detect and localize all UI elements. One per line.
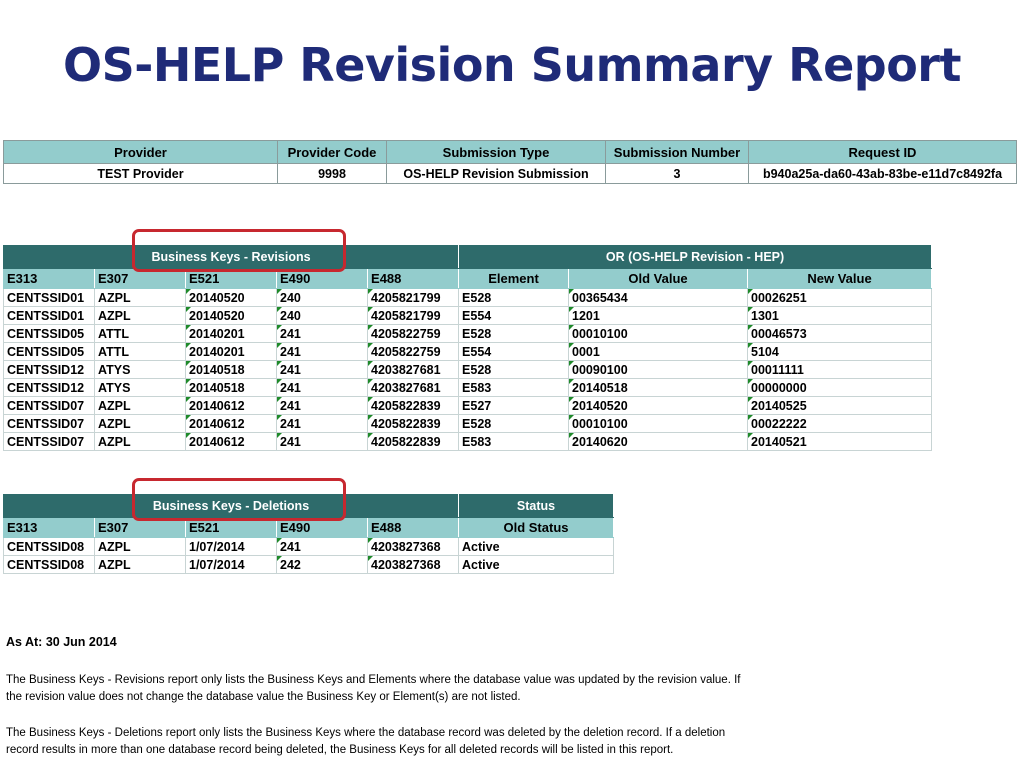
table-cell: CENTSSID07 [4, 415, 95, 433]
table-row [4, 307, 932, 325]
table-row [4, 433, 932, 451]
column-header: E307 [95, 269, 186, 289]
table-cell: AZPL [95, 397, 186, 415]
as-at-date: As At: 30 Jun 2014 [6, 635, 117, 649]
table-cell: CENTSSID01 [4, 289, 95, 307]
column-header: Element [459, 269, 569, 289]
table-cell: E554 [459, 307, 569, 325]
table-cell: 240 [277, 289, 368, 307]
table-cell: E528 [459, 361, 569, 379]
table-cell: 241 [277, 325, 368, 343]
revisions-band-label: Business Keys - Revisions [95, 246, 368, 269]
table-cell: 00000000 [748, 379, 932, 397]
table-cell: 4205822839 [368, 415, 459, 433]
table-cell: AZPL [95, 415, 186, 433]
table-cell: 0001 [569, 343, 748, 361]
table-cell: E583 [459, 379, 569, 397]
info-header-submission-number: Submission Number [606, 141, 749, 164]
table-row [4, 379, 932, 397]
info-value-row [4, 164, 1017, 184]
table-cell: 00022222 [748, 415, 932, 433]
info-header-submission-type: Submission Type [387, 141, 606, 164]
revisions-band-right-label: OR (OS-HELP Revision - HEP) [459, 246, 932, 269]
column-header: E521 [186, 518, 277, 538]
info-header-provider: Provider [4, 141, 278, 164]
column-header: E313 [4, 518, 95, 538]
info-submission-type: OS-HELP Revision Submission [387, 164, 606, 184]
table-cell: 4203827368 [368, 556, 459, 574]
table-cell: CENTSSID12 [4, 379, 95, 397]
table-cell: 4205821799 [368, 307, 459, 325]
table-cell: 241 [277, 397, 368, 415]
band-spacer [368, 495, 459, 518]
table-cell: CENTSSID12 [4, 361, 95, 379]
table-cell: 20140520 [186, 307, 277, 325]
table-cell: 241 [277, 415, 368, 433]
column-header: E488 [368, 269, 459, 289]
table-cell: E554 [459, 343, 569, 361]
table-cell: CENTSSID08 [4, 538, 95, 556]
table-cell: 20140612 [186, 433, 277, 451]
table-cell: CENTSSID01 [4, 307, 95, 325]
column-header: E313 [4, 269, 95, 289]
table-cell: 00010100 [569, 325, 748, 343]
table-cell: 240 [277, 307, 368, 325]
table-cell: AZPL [95, 307, 186, 325]
table-row [4, 538, 614, 556]
table-cell: Active [459, 556, 614, 574]
column-header: E521 [186, 269, 277, 289]
table-cell: 00365434 [569, 289, 748, 307]
table-cell: CENTSSID08 [4, 556, 95, 574]
table-cell: 1/07/2014 [186, 556, 277, 574]
table-cell: ATTL [95, 343, 186, 361]
column-header: E490 [277, 269, 368, 289]
band-spacer [4, 495, 95, 518]
table-cell: 00011111 [748, 361, 932, 379]
table-cell: 1301 [748, 307, 932, 325]
table-cell: E527 [459, 397, 569, 415]
band-spacer [4, 246, 95, 269]
table-cell: 4205822839 [368, 397, 459, 415]
info-submission-number: 3 [606, 164, 749, 184]
table-cell: AZPL [95, 538, 186, 556]
table-cell: 4205822839 [368, 433, 459, 451]
table-cell: 20140518 [186, 361, 277, 379]
table-cell: 20140201 [186, 343, 277, 361]
info-header-request-id: Request ID [749, 141, 1017, 164]
column-header: E490 [277, 518, 368, 538]
table-cell: 241 [277, 538, 368, 556]
table-cell: CENTSSID07 [4, 397, 95, 415]
table-cell: 241 [277, 433, 368, 451]
page-title: OS-HELP Revision Summary Report [63, 38, 961, 92]
info-provider: TEST Provider [4, 164, 278, 184]
info-header-provider-code: Provider Code [278, 141, 387, 164]
table-cell: CENTSSID07 [4, 433, 95, 451]
table-row [4, 289, 932, 307]
table-cell: 1201 [569, 307, 748, 325]
table-row [4, 343, 932, 361]
table-cell: 20140525 [748, 397, 932, 415]
table-cell: 242 [277, 556, 368, 574]
table-cell: 4205822759 [368, 343, 459, 361]
table-cell: 4203827681 [368, 379, 459, 397]
table-cell: CENTSSID05 [4, 325, 95, 343]
table-cell: ATYS [95, 361, 186, 379]
table-cell: 241 [277, 343, 368, 361]
info-provider-code: 9998 [278, 164, 387, 184]
submission-info-table [3, 140, 1017, 184]
table-cell: Active [459, 538, 614, 556]
table-row [4, 415, 932, 433]
table-cell: 20140620 [569, 433, 748, 451]
table-cell: 20140518 [569, 379, 748, 397]
table-row [4, 361, 932, 379]
table-cell: ATYS [95, 379, 186, 397]
table-cell: 20140520 [186, 289, 277, 307]
table-cell: 20140518 [186, 379, 277, 397]
revisions-note: The Business Keys - Revisions report only lists the Business Keys and Elements where the database value was updated by the revision value. If the revision value does not change the database value the Business Key or Element(s) are not listed. [6, 674, 741, 703]
column-header: Old Status [459, 518, 614, 538]
table-cell: E528 [459, 289, 569, 307]
table-cell: 20140521 [748, 433, 932, 451]
column-header: E488 [368, 518, 459, 538]
revisions-rows [4, 289, 932, 451]
table-cell: 1/07/2014 [186, 538, 277, 556]
table-cell: CENTSSID05 [4, 343, 95, 361]
table-cell: 241 [277, 361, 368, 379]
table-cell: AZPL [95, 433, 186, 451]
deletions-band-right-label: Status [459, 495, 614, 518]
info-request-id: b940a25a-da60-43ab-83be-e11d7c8492fa [749, 164, 1017, 184]
deletions-band-label: Business Keys - Deletions [95, 495, 368, 518]
table-cell: 4203827681 [368, 361, 459, 379]
table-cell: 5104 [748, 343, 932, 361]
table-cell: 20140612 [186, 397, 277, 415]
revisions-table [3, 245, 932, 451]
table-cell: AZPL [95, 289, 186, 307]
table-cell: E583 [459, 433, 569, 451]
info-header-row [4, 141, 1017, 164]
column-header: E307 [95, 518, 186, 538]
table-cell: 20140520 [569, 397, 748, 415]
table-cell: E528 [459, 325, 569, 343]
table-cell: 20140612 [186, 415, 277, 433]
column-header: New Value [748, 269, 932, 289]
table-cell: E528 [459, 415, 569, 433]
deletions-note: The Business Keys - Deletions report only lists the Business Keys where the database record was deleted by the deletion record. If a deletion record results in more than one database record being deleted, the Business Keys for all deleted records will be listed in this report. [6, 727, 726, 756]
deletions-highlight-box [132, 478, 346, 521]
table-cell: 241 [277, 379, 368, 397]
table-cell: 4205821799 [368, 289, 459, 307]
table-cell: 20140201 [186, 325, 277, 343]
revisions-highlight-box [132, 229, 346, 272]
table-cell: 4205822759 [368, 325, 459, 343]
table-cell: 00010100 [569, 415, 748, 433]
table-row [4, 556, 614, 574]
table-row [4, 397, 932, 415]
table-cell: 00090100 [569, 361, 748, 379]
table-cell: 00026251 [748, 289, 932, 307]
deletions-rows [4, 538, 614, 574]
table-row [4, 325, 932, 343]
band-spacer [368, 246, 459, 269]
table-cell: 4203827368 [368, 538, 459, 556]
table-cell: ATTL [95, 325, 186, 343]
table-cell: 00046573 [748, 325, 932, 343]
table-cell: AZPL [95, 556, 186, 574]
column-header: Old Value [569, 269, 748, 289]
